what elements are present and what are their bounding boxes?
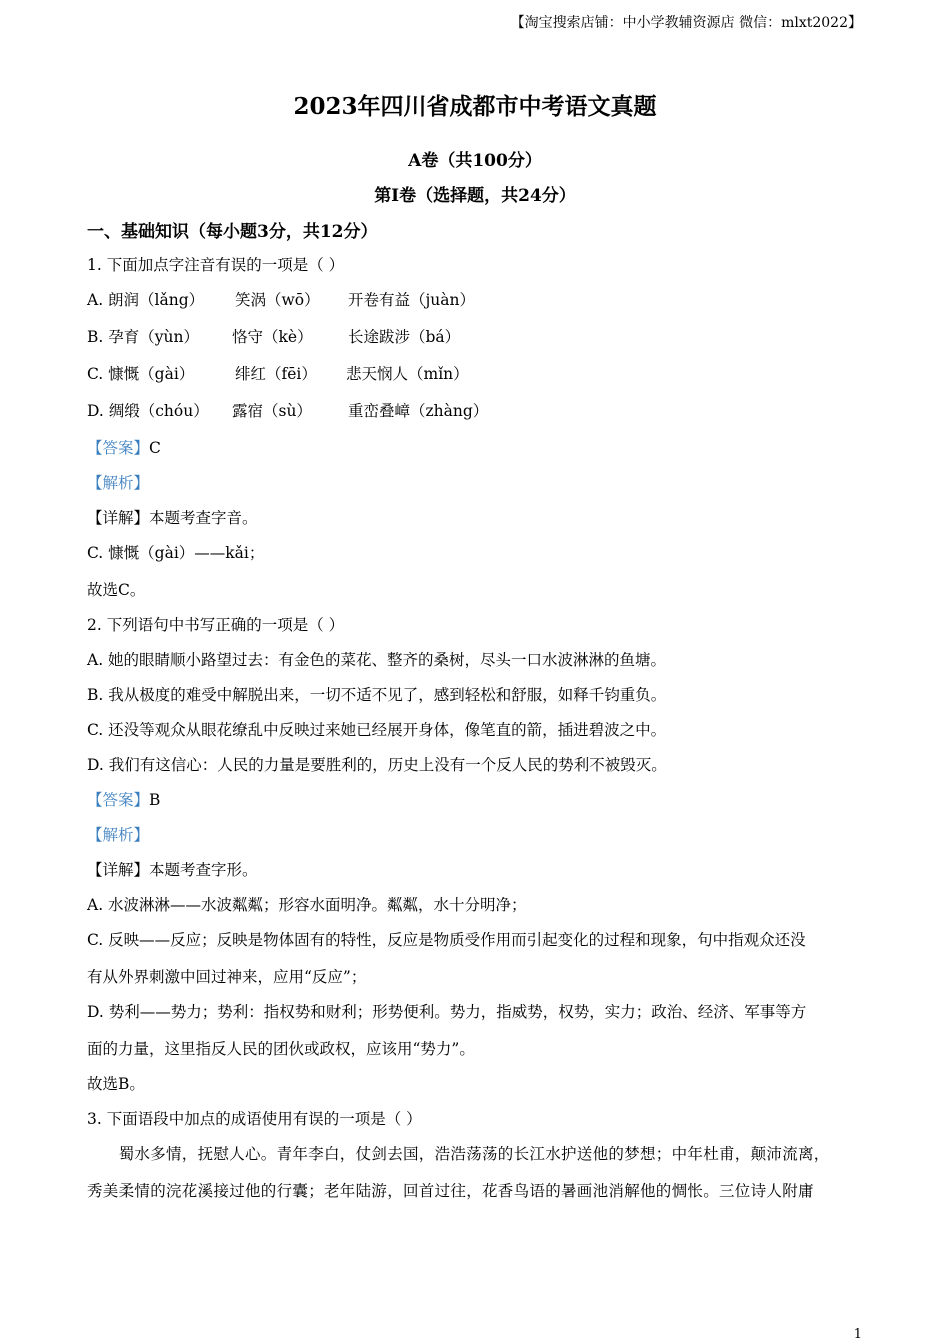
question-3-stem: 3. 下面语段中加点的成语使用有误的一项是（ ）: [87, 1110, 422, 1128]
q2-explain-line: D. 势利——势力；势利：指权势和财利；形势便利。势力，指威势，权势，实力；政治、经济、军事等方: [87, 1003, 807, 1021]
q1-option-a-part: 开卷有益（juàn）: [348, 291, 476, 309]
q2-option-a: A. 她的眼睛顺小路望过去：有金色的菜花、整齐的桑树，尽头一口水波淋淋的鱼塘。: [87, 651, 667, 669]
question-1-stem: 1. 下面加点字注音有误的一项是（ ）: [87, 256, 345, 274]
q1-option-d-part: D. 绸缎（chóu）: [87, 402, 209, 420]
q1-option-a: [87, 288, 872, 310]
q1-analysis-tag: 【解析】: [87, 474, 150, 492]
q1-option-b: [87, 325, 872, 347]
q2-detail: 【详解】本题考查字形。: [87, 861, 258, 879]
q2-option-d: D. 我们有这信心：人民的力量是要胜利的，历史上没有一个反人民的势利不被毁灭。: [87, 756, 667, 774]
page-title: 2023年四川省成都市中考语文真题: [293, 93, 657, 120]
q1-option-d: [87, 399, 872, 421]
q1-option-b-part: B. 孕育（yùn）: [87, 328, 199, 346]
q1-conclusion: 故选C。: [87, 581, 146, 599]
q1-option-c-part: 悲天悯人（mǐn）: [346, 365, 469, 383]
question-2-stem: 2. 下列语句中书写正确的一项是（ ）: [87, 616, 345, 634]
q3-passage-line: 蜀水多情，抚慰人心。青年李白，仗剑去国，浩浩荡荡的长江水护送他的梦想；中年杜甫，颠沛流离，: [87, 1145, 830, 1163]
q2-explain-line: 面的力量，这里指反人民的团伙或政权，应该用“势力”。: [87, 1040, 475, 1058]
q1-option-c-part: C. 慷慨（gài）: [87, 365, 195, 383]
q1-option-b-part: 长途跋涉（bá）: [348, 328, 461, 346]
q1-option-a-part: 笑涡（wō）: [235, 291, 320, 309]
q2-conclusion: 故选B。: [87, 1075, 145, 1093]
q1-detail: 【详解】本题考查字音。: [87, 509, 258, 527]
q2-analysis-tag: 【解析】: [87, 826, 150, 844]
q1-option-d-part: 重峦叠嶂（zhàng）: [348, 402, 489, 420]
q1-explain-line: C. 慷慨（gài）——kǎi；: [87, 544, 265, 562]
q1-option-b-part: 恪守（kè）: [232, 328, 313, 346]
answer-value: B: [149, 791, 161, 809]
q1-option-c: [87, 362, 872, 384]
volume-heading: A卷（共100分）: [408, 151, 542, 171]
answer-value: C: [149, 439, 161, 457]
q2-explain-line: C. 反映——反应；反映是物体固有的特性，反应是物质受作用而引起变化的过程和现象，句中指观众还没: [87, 931, 806, 949]
q3-passage-line: 秀美柔情的浣花溪接过他的行囊；老年陆游，回首过往，花香鸟语的暑画池消解他的惆怅。三位诗人附庸: [87, 1182, 814, 1200]
q1-option-c-part: 绯红（fēi）: [235, 365, 317, 383]
q2-answer: [87, 788, 872, 810]
section-heading: 一、基础知识（每小题3分，共12分）: [87, 222, 378, 242]
q2-option-c: C. 还没等观众从眼花缭乱中反映过来她已经展开身体，像笔直的箭，插进碧波之中。: [87, 721, 667, 739]
header-note: 【淘宝搜索店铺：中小学教辅资源店 微信：mlxt2022】: [510, 15, 862, 31]
part-heading: 第Ⅰ卷（选择题，共24分）: [374, 186, 576, 206]
q1-option-d-part: 露宿（sù）: [232, 402, 312, 420]
q2-option-b: B. 我从极度的难受中解脱出来，一切不适不见了，感到轻松和舒服，如释千钧重负。: [87, 686, 667, 704]
q1-option-a-part: A. 朗润（lǎng）: [87, 291, 205, 309]
q1-answer: [87, 436, 872, 458]
q2-explain-line: A. 水波淋淋——水波粼粼；形容水面明净。粼粼，水十分明净；: [87, 896, 527, 914]
answer-tag: 【答案】: [87, 439, 150, 457]
answer-tag: 【答案】: [87, 791, 150, 809]
q2-explain-line: 有从外界刺激中回过神来，应用“反应”；: [87, 968, 367, 986]
page-number: 1: [853, 1327, 862, 1342]
